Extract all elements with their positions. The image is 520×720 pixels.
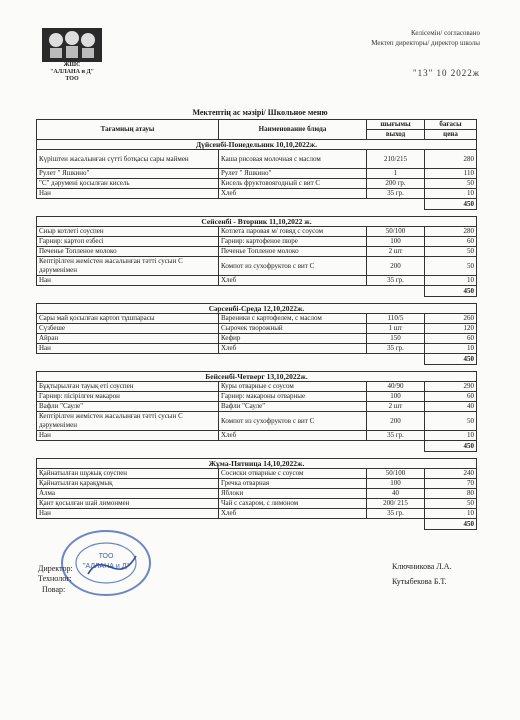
logo-line-2: "АЛЛАНА и Д" <box>50 69 94 75</box>
spacer-row <box>37 297 477 304</box>
dish-yield: 1 <box>367 169 425 179</box>
day-title: Дүйсенбі-Понедельник 10,10,2022ж. <box>37 140 477 150</box>
approval-block <box>330 28 480 78</box>
dish-yield: 200/ 215 <box>367 499 425 509</box>
dish-price: 40 <box>425 402 477 412</box>
dish-ru: Рулет " Яшкино" <box>219 169 367 179</box>
dish-kz: Алма <box>37 489 219 499</box>
day-total: 450 <box>425 199 477 210</box>
director-label: Директор: <box>38 564 73 573</box>
menu-item-row <box>37 314 477 324</box>
dish-yield: 35 гр. <box>367 189 425 199</box>
dish-kz: Қант қосылған шай лимонмен <box>37 499 219 509</box>
dish-ru: Чай с сахаром, с лимоном <box>219 499 367 509</box>
dish-kz: Қайнатылған шұжық соуспен <box>37 469 219 479</box>
dish-yield: 50/100 <box>367 469 425 479</box>
menu-item-row <box>37 382 477 392</box>
dish-yield: 40 <box>367 489 425 499</box>
menu-item-row <box>37 179 477 189</box>
menu-item-row <box>37 489 477 499</box>
dish-price: 110 <box>425 169 477 179</box>
dish-kz: Айран <box>37 334 219 344</box>
dish-ru: Вафли "Сауле" <box>219 402 367 412</box>
dish-kz: Күріштен жасалынған сүтті ботқасы сары маймен <box>37 150 219 169</box>
day-row <box>37 304 477 314</box>
dish-price: 70 <box>425 479 477 489</box>
day-row <box>37 372 477 382</box>
dish-yield: 210/215 <box>367 150 425 169</box>
dish-price: 10 <box>425 344 477 354</box>
dish-ru: Хлеб <box>219 344 367 354</box>
dish-price: 10 <box>425 189 477 199</box>
dish-ru: Сосиски отварные с соусом <box>219 469 367 479</box>
dish-price: 60 <box>425 334 477 344</box>
stamp-line-2: "АЛЛАНА и Д" <box>83 563 129 570</box>
spacer-row <box>37 365 477 372</box>
menu-item-row <box>37 412 477 431</box>
menu-item-row <box>37 392 477 402</box>
menu-item-row <box>37 402 477 412</box>
menu-item-row <box>37 479 477 489</box>
menu-item-row <box>37 334 477 344</box>
day-total: 450 <box>425 354 477 365</box>
col-ru-name: Наименование блюда <box>219 120 367 140</box>
dish-price: 80 <box>425 489 477 499</box>
dish-yield: 1 шт <box>367 324 425 334</box>
dish-price: 120 <box>425 324 477 334</box>
cook-name: Кутыбекова Б.Т. <box>392 577 447 586</box>
dish-price: 280 <box>425 150 477 169</box>
dish-kz: Печенье Топленое молоко <box>37 247 219 257</box>
technologist-label: Технолог: <box>38 574 72 583</box>
dish-ru: Яблоки <box>219 489 367 499</box>
dish-kz: Кептірілген жемістен жасалынған тәтті сусын С дәруменімен <box>37 412 219 431</box>
dish-yield: 150 <box>367 334 425 344</box>
chefs-logo-icon <box>42 28 102 62</box>
dish-price: 50 <box>425 412 477 431</box>
dish-kz: Гарнир: картоп езбесі <box>37 237 219 247</box>
dish-yield: 100 <box>367 237 425 247</box>
menu-item-row <box>37 469 477 479</box>
logo-line-3: ТОО <box>65 76 79 82</box>
menu-item-row <box>37 499 477 509</box>
round-stamp-icon <box>58 528 154 598</box>
technologist-name: Ключникова Л.А. <box>392 562 452 571</box>
menu-item-row <box>37 324 477 334</box>
dish-price: 260 <box>425 314 477 324</box>
dish-price: 60 <box>425 392 477 402</box>
header-row-1 <box>37 120 477 130</box>
day-total-row <box>37 441 477 452</box>
dish-kz: Нан <box>37 509 219 519</box>
col-price-ru: цена <box>425 130 477 140</box>
dish-ru: Гарнир: макароны отварные <box>219 392 367 402</box>
dish-yield: 100 <box>367 479 425 489</box>
dish-kz: Сиыр котлеті соуспен <box>37 227 219 237</box>
approve-line-2: Мектеп директоры/ директор школы <box>371 39 480 47</box>
dish-kz: Рулет " Яшкино" <box>37 169 219 179</box>
day-total-row <box>37 199 477 210</box>
col-yield-kz: шығымы <box>367 120 425 130</box>
dish-ru: Куры отварные с соусом <box>219 382 367 392</box>
menu-table <box>36 119 477 530</box>
dish-ru: Хлеб <box>219 509 367 519</box>
dish-yield: 40/90 <box>367 382 425 392</box>
spacer-row <box>37 210 477 217</box>
dish-yield: 200 <box>367 257 425 276</box>
dish-yield: 200 <box>367 412 425 431</box>
dish-kz: "С" дәрумені қосылған кисель <box>37 179 219 189</box>
cook-label: Повар: <box>42 585 66 594</box>
dish-price: 240 <box>425 469 477 479</box>
dish-yield: 35 гр. <box>367 509 425 519</box>
col-price-kz: бағасы <box>425 120 477 130</box>
dish-yield: 35 гр. <box>367 344 425 354</box>
dish-kz: Нан <box>37 431 219 441</box>
company-logo <box>32 28 112 83</box>
dish-ru: Компот из сухофруктов с вит С <box>219 412 367 431</box>
day-total-row <box>37 286 477 297</box>
day-total: 450 <box>425 519 477 530</box>
menu-item-row <box>37 150 477 169</box>
day-total: 450 <box>425 286 477 297</box>
dish-kz: Сары май қосылған картоп тұшпарасы <box>37 314 219 324</box>
dish-ru: Хлеб <box>219 431 367 441</box>
dish-ru: Котлета паровая м/ говяд с соусом <box>219 227 367 237</box>
menu-item-row <box>37 189 477 199</box>
dish-price: 290 <box>425 382 477 392</box>
col-yield-ru: выход <box>367 130 425 140</box>
approve-date: "13" 10 2022ж <box>412 68 480 78</box>
menu-item-row <box>37 344 477 354</box>
col-kz-name: Тағамның атауы <box>37 120 219 140</box>
day-title: Жұма-Пятница 14,10,2022ж. <box>37 459 477 469</box>
dish-price: 280 <box>425 227 477 237</box>
dish-price: 10 <box>425 276 477 286</box>
menu-item-row <box>37 257 477 276</box>
dish-kz: Сүзбеше <box>37 324 219 334</box>
day-row <box>37 459 477 469</box>
dish-yield: 110/5 <box>367 314 425 324</box>
spacer-row <box>37 452 477 459</box>
dish-price: 10 <box>425 431 477 441</box>
dish-kz: Нан <box>37 189 219 199</box>
dish-yield: 100 <box>367 392 425 402</box>
dish-yield: 2 шт <box>367 402 425 412</box>
dish-ru: Кисель фруктовоягодный с вит С <box>219 179 367 189</box>
dish-ru: Хлеб <box>219 189 367 199</box>
dish-kz: Нан <box>37 344 219 354</box>
menu-item-row <box>37 227 477 237</box>
dish-ru: Компот из сухофруктов с вит С <box>219 257 367 276</box>
dish-price: 10 <box>425 509 477 519</box>
dish-ru: Печенье Топленое молоко <box>219 247 367 257</box>
day-title: Сәрсенбі-Среда 12,10,2022ж. <box>37 304 477 314</box>
dish-kz: Гарнир: пісірілген макарон <box>37 392 219 402</box>
dish-kz: Вафли "Сауле" <box>37 402 219 412</box>
dish-yield: 2 шт <box>367 247 425 257</box>
menu-item-row <box>37 237 477 247</box>
logo-line-1: ЖШС <box>63 62 81 68</box>
day-title: Бейсенбі-Четверг 13,10,2022ж. <box>37 372 477 382</box>
dish-price: 50 <box>425 499 477 509</box>
approve-line-1: Келісемін/ согласовано <box>411 29 480 37</box>
menu-item-row <box>37 509 477 519</box>
dish-ru: Гречка отварная <box>219 479 367 489</box>
day-total: 450 <box>425 441 477 452</box>
dish-kz: Бұқтырылған тауық еті соуспен <box>37 382 219 392</box>
day-row <box>37 217 477 227</box>
menu-item-row <box>37 169 477 179</box>
dish-ru: Гарнир: картофеное пюре <box>219 237 367 247</box>
dish-yield: 35 гр. <box>367 431 425 441</box>
dish-yield: 50/100 <box>367 227 425 237</box>
day-total-row <box>37 354 477 365</box>
dish-price: 50 <box>425 257 477 276</box>
dish-kz: Кептірілген жемістен жасалынған тәтті сусын С дәруменімен <box>37 257 219 276</box>
menu-title: Мектептің ас мәзірі/ Школьное меню <box>192 108 328 117</box>
dish-kz: Қайнатылған қарақұмық <box>37 479 219 489</box>
menu-item-row <box>37 431 477 441</box>
dish-ru: Кефир <box>219 334 367 344</box>
day-row <box>37 140 477 150</box>
dish-kz: Нан <box>37 276 219 286</box>
menu-item-row <box>37 276 477 286</box>
dish-ru: Каша рисовая молочная с маслом <box>219 150 367 169</box>
dish-ru: Вареники с картофелем, с маслом <box>219 314 367 324</box>
dish-yield: 35 гр. <box>367 276 425 286</box>
dish-price: 60 <box>425 237 477 247</box>
dish-ru: Хлеб <box>219 276 367 286</box>
day-title: Сейсенбі - Вторник 11,10,2022 ж. <box>37 217 477 227</box>
dish-ru: Сырочек творожный <box>219 324 367 334</box>
stamp-line-1: ТОО <box>98 553 114 560</box>
dish-price: 50 <box>425 247 477 257</box>
menu-item-row <box>37 247 477 257</box>
dish-price: 50 <box>425 179 477 189</box>
dish-yield: 200 гр. <box>367 179 425 189</box>
